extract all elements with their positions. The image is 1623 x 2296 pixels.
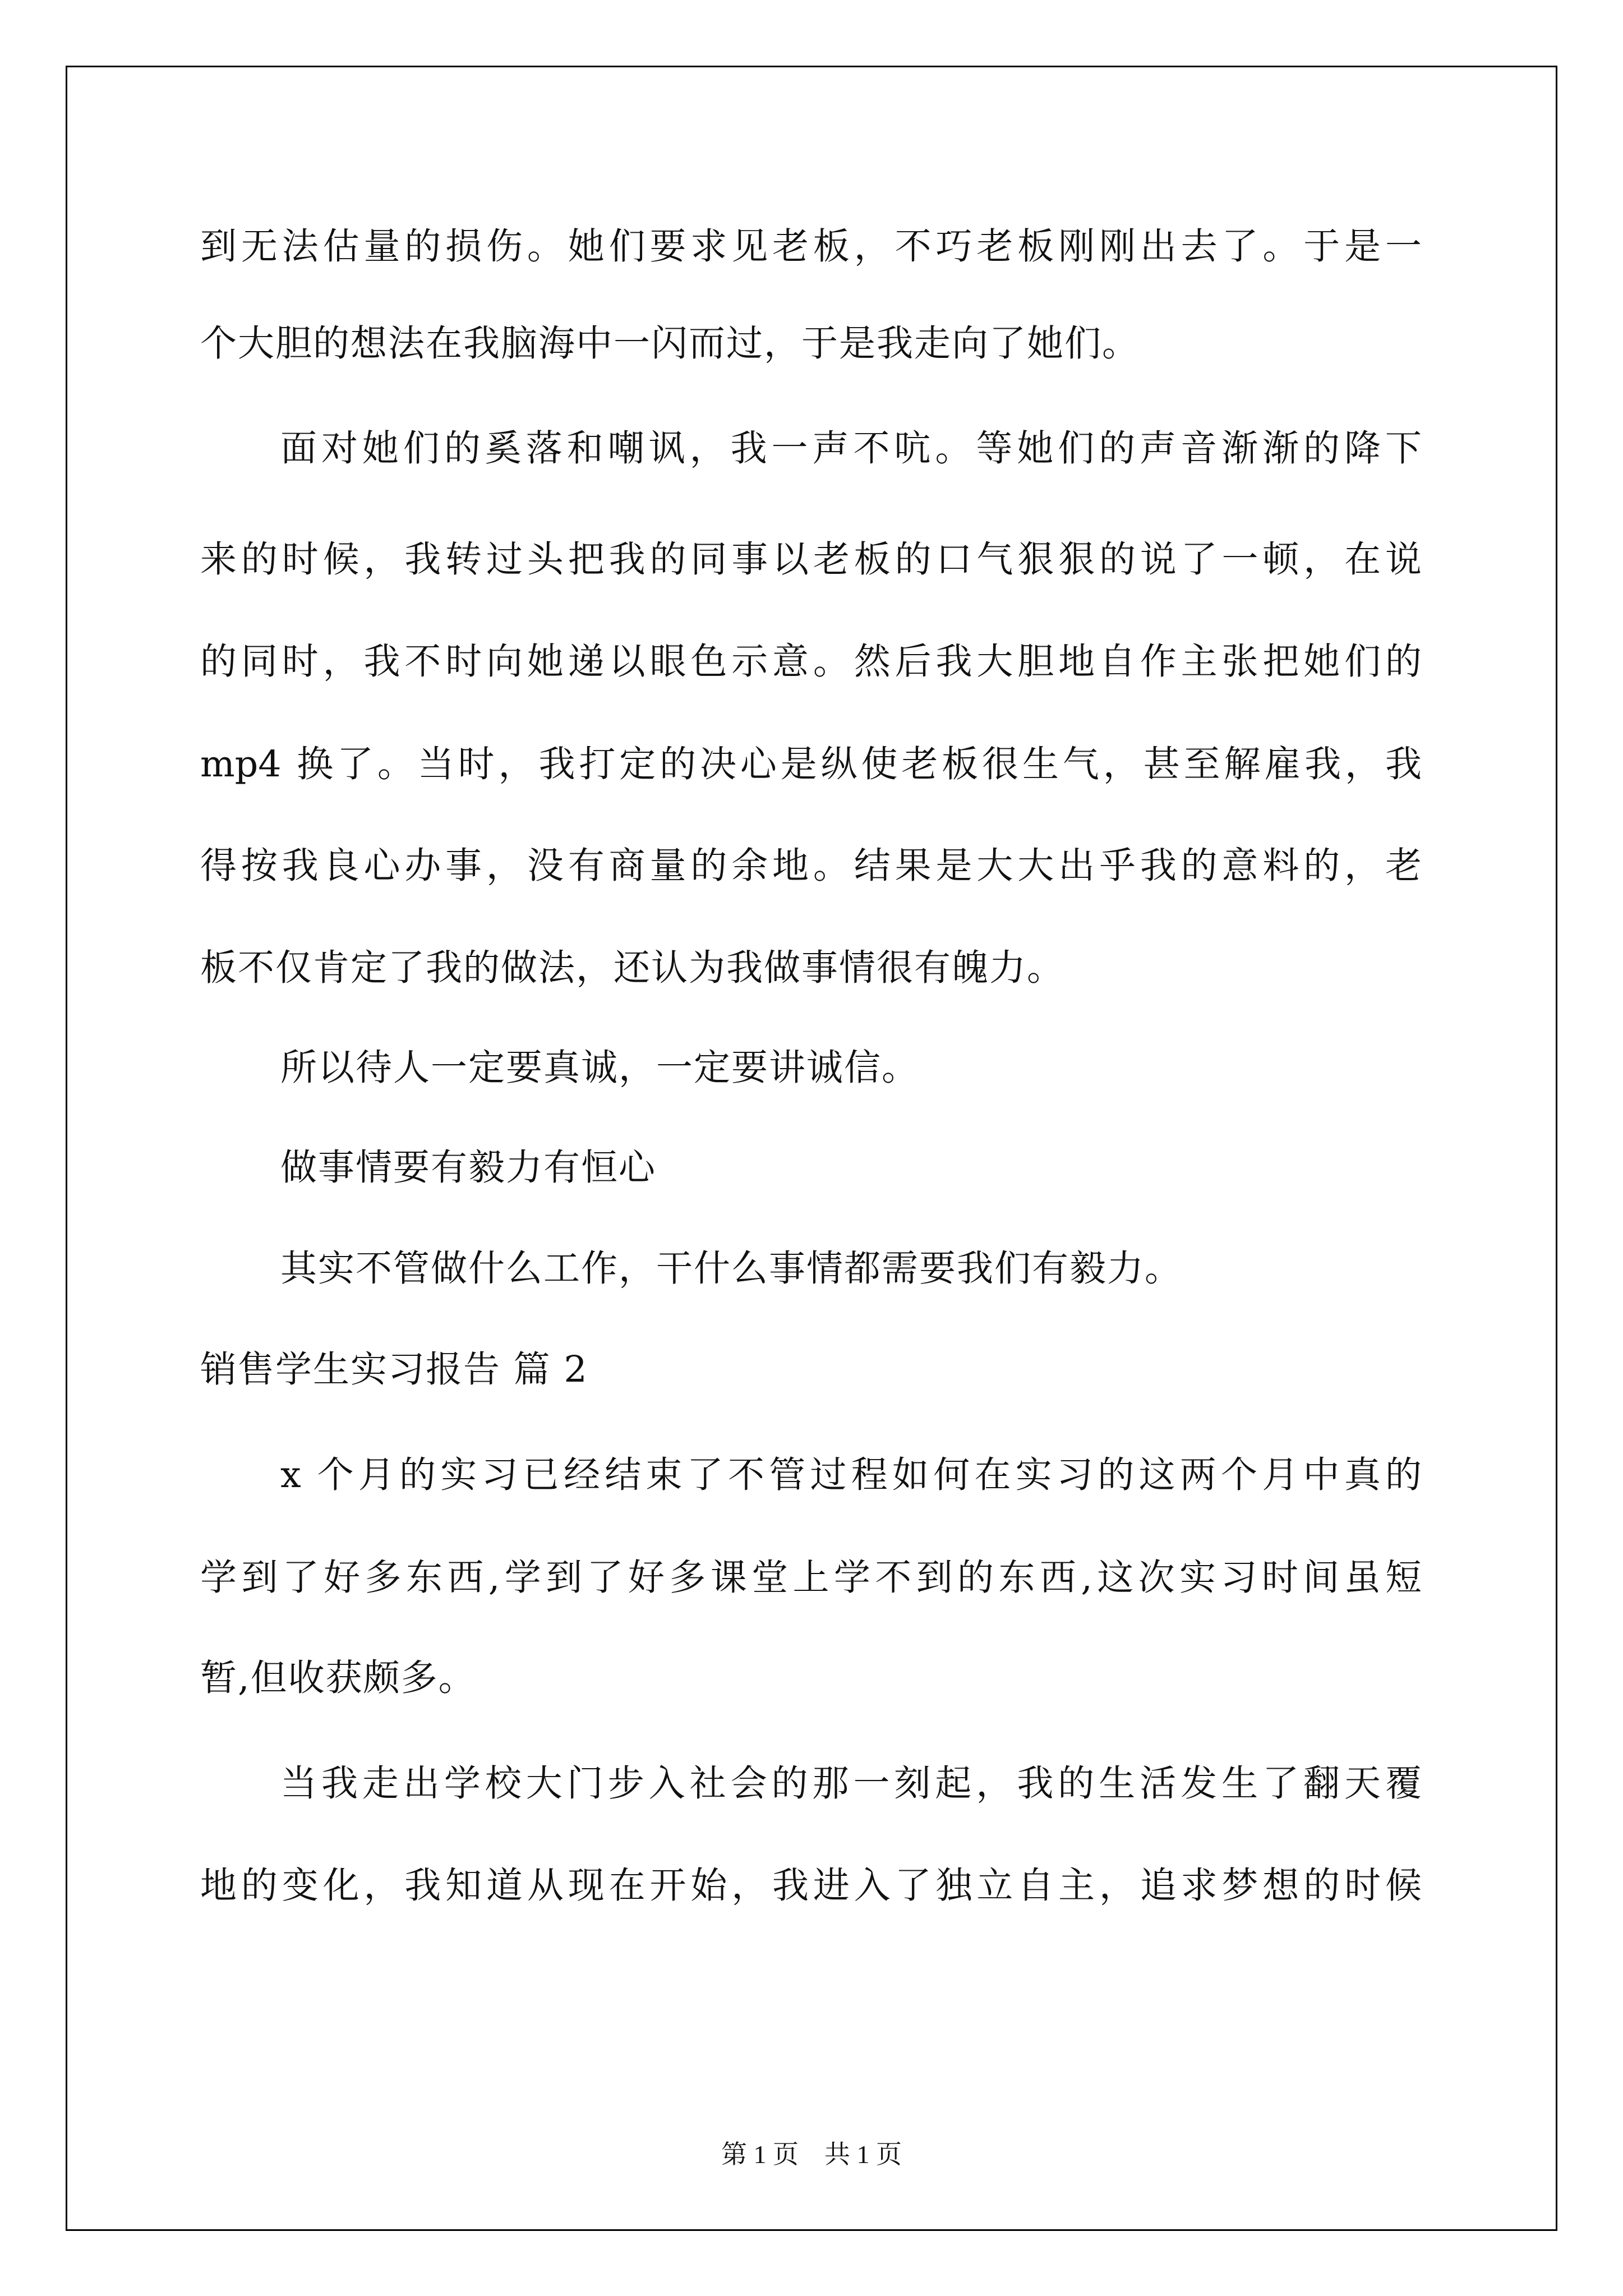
- page-number-footer: 第 1 页 共 1 页: [721, 2140, 902, 2169]
- body-text-line: 暂,但收获颇多。: [200, 1657, 476, 1699]
- body-text-line: 当我走出学校大门步入社会的那一刻起，我的生活发生了翻天覆: [280, 1763, 1422, 1805]
- body-text-line: 得按我良心办事，没有商量的余地。结果是大大出乎我的意料的，老: [200, 845, 1422, 887]
- body-text-line: mp4 换了。当时，我打定的决心是纵使老板很生气，甚至解雇我，我: [200, 743, 1422, 785]
- body-text-line: 地的变化，我知道从现在开始，我进入了独立自主，追求梦想的时候: [200, 1865, 1422, 1907]
- body-text-line: 学到了好多东西,学到了好多课堂上学不到的东西,这次实习时间虽短: [200, 1557, 1422, 1599]
- body-text-line: 做事情要有毅力有恒心: [280, 1147, 657, 1189]
- section-heading: 销售学生实习报告 篇 2: [200, 1349, 588, 1391]
- body-text-line: 板不仅肯定了我的做法，还认为我做事情很有魄力。: [200, 947, 1065, 989]
- body-text-line: 的同时，我不时向她递以眼色示意。然后我大胆地自作主张把她们的: [200, 641, 1422, 683]
- body-text-line: 来的时候，我转过头把我的同事以老板的口气狠狠的说了一顿，在说: [200, 539, 1422, 581]
- body-text-line: 面对她们的奚落和嘲讽，我一声不吭。等她们的声音渐渐的降下: [280, 427, 1422, 470]
- body-text-line: 所以待人一定要真诚，一定要讲诚信。: [280, 1047, 920, 1089]
- body-text-line: 个大胆的想法在我脑海中一闪而过，于是我走向了她们。: [200, 323, 1140, 365]
- body-text-line: 到无法估量的损伤。她们要求见老板，不巧老板刚刚出去了。于是一: [200, 226, 1422, 268]
- body-text-line: 其实不管做什么工作，干什么事情都需要我们有毅力。: [280, 1248, 1183, 1290]
- body-text-line: x 个月的实习已经结束了不管过程如何在实习的这两个月中真的: [280, 1454, 1422, 1496]
